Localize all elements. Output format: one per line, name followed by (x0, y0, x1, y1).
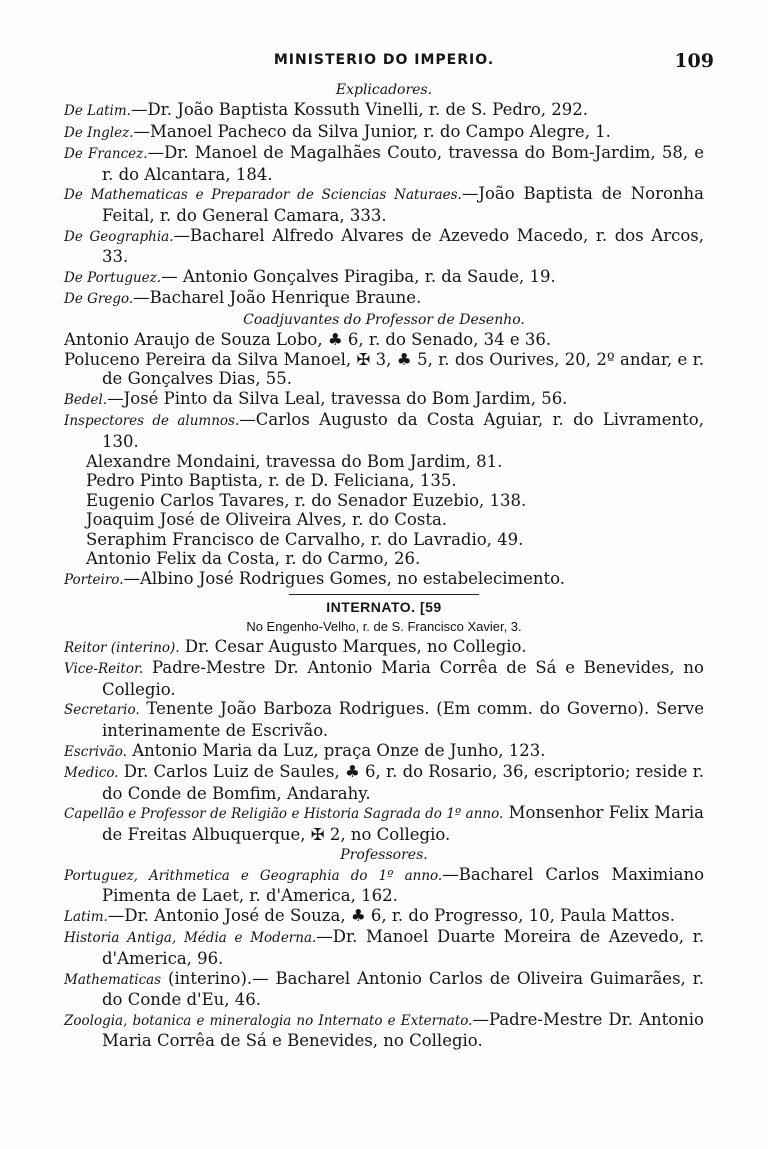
entry-text: —Dr. Manoel Duarte Moreira de Azevedo, r. d'America, 96. (102, 927, 704, 968)
entry-label: De Mathematicas e Preparador de Sciencias Naturaes. (64, 187, 462, 204)
entry-label: Zoologia, botanica e mineralogia no Internato e Externato. (64, 1012, 473, 1029)
explicador-entry (64, 143, 704, 184)
entry-text: Dr. Cesar Augusto Marques, no Collegio. (179, 636, 527, 656)
page-number: 109 (674, 50, 714, 72)
internato-entry (64, 741, 704, 763)
entry-text: —João Baptista de Noronha Feital, r. do General Camara, 333. (102, 184, 704, 225)
entry-label: Medico. (64, 765, 119, 782)
entry-label: Porteiro. (64, 572, 124, 589)
running-header (64, 50, 714, 78)
entry-label: De Latim. (64, 103, 131, 119)
inspector-line: Eugenio Carlos Tavares, r. do Senador Euzebio, 138. (86, 490, 527, 510)
entry-text: (interino).— Bacharel Antonio Carlos de Oliveira Guimarães, r. do Conde d'Eu, 46. (102, 968, 704, 1010)
entry-label: Capellão e Professor de Religião e Historia Sagrada do 1º anno. (64, 806, 504, 823)
internato-entry (64, 762, 704, 803)
entry-label: Bedel. (64, 391, 108, 408)
entry-label: Portuguez, Arithmetica e Geographia do 1º anno. (64, 867, 443, 884)
explicador-entry (64, 100, 704, 122)
coadjuvante-line: Antonio Araujo de Souza Lobo, ♣ 6, r. do Senado, 34 e 36. (64, 329, 552, 349)
porteiro-entry (64, 569, 704, 591)
entry-text: —Bacharel Carlos Maximiano Pimenta de Laet, r. d'America, 162. (102, 864, 704, 906)
entry-text: —Albino José Rodrigues Gomes, no estabelecimento. (123, 569, 566, 589)
entry-label: Mathematicas (64, 971, 162, 988)
internato-entry (64, 803, 704, 844)
entry-text: —Manoel Pacheco da Silva Junior, r. do Campo Alegre, 1. (133, 121, 611, 141)
inspector-line: Pedro Pinto Baptista, r. de D. Feliciana, 135. (86, 471, 457, 491)
entry-label: De Grego. (64, 291, 134, 308)
entry-text: —José Pinto da Silva Leal, travessa do Bom Jardim, 56. (107, 388, 568, 408)
entry-text: —Dr. João Baptista Kossuth Vinelli, r. de S. Pedro, 292. (130, 100, 588, 119)
entry-label: De Inglez. (64, 124, 134, 141)
entry-text: Monsenhor Felix Maria de Freitas Albuquerque, ✠ 2, no Collegio. (102, 803, 705, 844)
entry-label: De Portuguez. (64, 269, 162, 286)
section-heading-explicadores: Explicadores. (335, 82, 433, 98)
internato-entry (64, 637, 704, 659)
inspector-line: Joaquim José de Oliveira Alves, r. do Costa. (86, 510, 448, 530)
entry-text: —Carlos Augusto da Costa Aguiar, r. do Livramento, 130. (102, 410, 704, 451)
inspector-line: Alexandre Mondaini, travessa do Bom Jardim, 81. (86, 451, 503, 471)
entry-label: De Francez. (64, 146, 148, 163)
explicador-entry (64, 267, 704, 289)
entry-label: Historia Antiga, Média e Moderna. (64, 930, 317, 947)
professor-entry (64, 906, 704, 928)
coadjuvante-line: Poluceno Pereira da Silva Manoel, ✠ 3, ♣ 5, r. dos Ourives, 20, 2º andar, e r. de Gonçalves Dias, 55. (64, 349, 704, 389)
entry-label: Reitor (interino). (64, 639, 180, 656)
header-title: MINISTERIO DO IMPERIO. (273, 52, 495, 68)
professor-entry (64, 865, 704, 906)
entry-text: — Antonio Gonçalves Piragiba, r. da Saude, 19. (161, 266, 556, 286)
entry-text: Dr. Carlos Luiz de Saules, ♣ 6, r. do Rosario, 36, escriptorio; reside r. do Conde de Bomfim, Andarahy. (102, 762, 704, 803)
professor-entry (64, 1010, 704, 1051)
entry-text: —Padre-Mestre Dr. Antonio Maria Corrêa de Sá e Benevides, no Collegio. (102, 1009, 704, 1051)
internato-address: No Engenho-Velho, r. de S. Francisco Xavier, 3. (246, 618, 522, 634)
entry-label: De Geographia. (64, 228, 174, 245)
entry-text: —Dr. Antonio José de Souza, ♣ 6, r. do Progresso, 10, Paula Mattos. (107, 905, 675, 925)
section-heading-coadjuvantes: Coadjuvantes do Professor de Desenho. (243, 311, 525, 328)
entry-text: Antonio Maria da Luz, praça Onze de Junho, 123. (126, 740, 546, 760)
professor-entry (64, 927, 704, 968)
internato-entry (64, 658, 704, 699)
section-heading-professores: Professores. (340, 846, 428, 863)
explicador-entry (64, 184, 704, 225)
explicador-entry (64, 226, 704, 267)
inspectores-entry (64, 410, 704, 451)
section-heading-internato: INTERNATO. [59 (326, 598, 442, 615)
bedel-entry (64, 389, 704, 411)
entry-text: —Bacharel João Henrique Braune. (133, 288, 422, 308)
entry-label: Escrivão. (64, 743, 127, 760)
section-divider (289, 594, 479, 595)
explicador-entry (64, 288, 704, 310)
entry-text: Padre-Mestre Dr. Antonio Maria Corrêa de Sá e Benevides, no Collegio. (102, 658, 704, 699)
entry-label: Vice-Reitor. (64, 661, 144, 678)
entry-label: Secretario. (64, 702, 140, 719)
professor-entry (64, 969, 704, 1010)
entry-label: Latim. (64, 908, 108, 925)
entry-text: —Dr. Manoel de Magalhães Couto, travessa do Bom-Jardim, 58, e r. do Alcantara, 184. (102, 143, 705, 184)
entry-text: —Bacharel Alfredo Alvares de Azevedo Macedo, r. dos Arcos, 33. (102, 225, 704, 267)
explicador-entry (64, 122, 704, 144)
internato-entry (64, 699, 704, 740)
entry-label: Inspectores de alumnos. (64, 413, 240, 430)
inspector-line: Seraphim Francisco de Carvalho, r. do Lavradio, 49. (86, 529, 524, 549)
inspector-line: Antonio Felix da Costa, r. do Carmo, 26. (86, 549, 421, 569)
entry-text: Tenente João Barboza Rodrigues. (Em comm. do Governo). Serve interinamente de Escrivão. (102, 699, 704, 741)
